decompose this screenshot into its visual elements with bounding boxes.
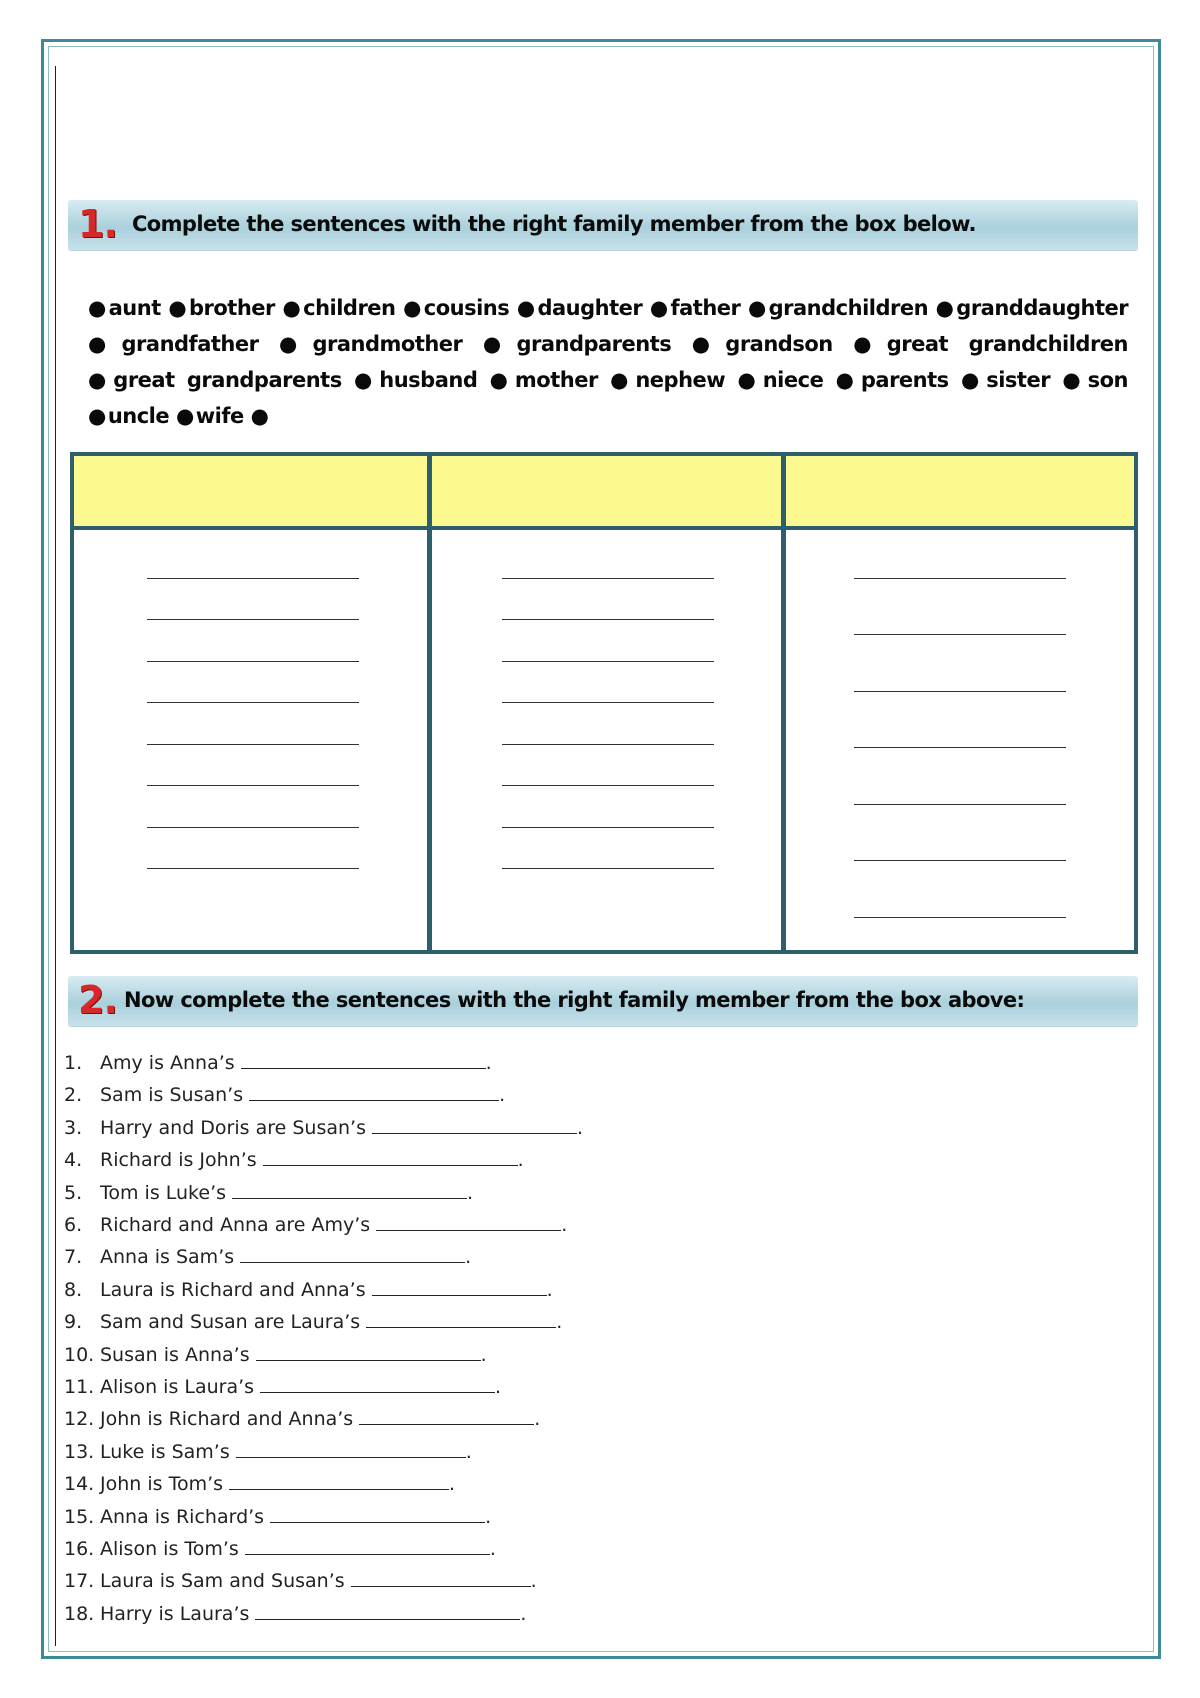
bullet-icon: ● xyxy=(1062,368,1086,392)
bullet-icon: ● xyxy=(649,296,669,320)
table-header-1 xyxy=(74,456,427,530)
bullet-icon: ● xyxy=(88,404,106,428)
sentence-item xyxy=(64,1344,487,1372)
answer-blank[interactable] xyxy=(854,860,1066,861)
answer-blank[interactable] xyxy=(502,744,714,745)
section-1-instruction: Complete the sentences with the right family member from the box below. xyxy=(132,212,976,236)
sentence-period: . xyxy=(576,1116,584,1139)
bullet-icon: ● xyxy=(278,332,311,356)
sentence-item xyxy=(64,1117,583,1145)
sentence-answer-blank[interactable] xyxy=(351,1570,531,1587)
sentence-text: Sam and Susan are Laura’s xyxy=(100,1311,361,1334)
sentence-period: . xyxy=(485,1052,492,1074)
bullet-icon: ● xyxy=(610,368,634,392)
sentence-number: 2. xyxy=(64,1084,83,1107)
bullet-icon: ● xyxy=(88,332,120,356)
sentence-item xyxy=(64,1311,562,1339)
answer-blank[interactable] xyxy=(854,691,1066,692)
bullet-icon: ● xyxy=(282,296,302,320)
sentence-text: Harry is Laura’s xyxy=(100,1602,250,1625)
answer-blank[interactable] xyxy=(854,804,1066,805)
word-bank-item: nephew xyxy=(635,368,726,392)
sentence-item xyxy=(64,1084,505,1112)
sentence-period: . xyxy=(465,1246,472,1269)
sentence-period: . xyxy=(449,1473,456,1496)
sentence-answer-blank[interactable] xyxy=(270,1506,485,1523)
sentence-period: . xyxy=(489,1538,496,1560)
bullet-icon: ● xyxy=(88,368,112,392)
answer-blank[interactable] xyxy=(147,785,359,786)
sentence-period: . xyxy=(546,1278,553,1301)
word-bank-item: children xyxy=(303,296,396,320)
answer-blank[interactable] xyxy=(147,578,359,579)
answer-blank[interactable] xyxy=(854,634,1066,635)
sentence-item xyxy=(64,1473,455,1501)
bullet-icon: ● xyxy=(175,404,194,428)
sentence-answer-blank[interactable] xyxy=(236,1441,466,1458)
sentence-item xyxy=(64,1052,492,1080)
bullet-icon: ● xyxy=(489,368,513,392)
sentence-text: Luke is Sam’s xyxy=(100,1440,230,1463)
answer-blank[interactable] xyxy=(147,827,359,828)
word-bank-item: mother xyxy=(514,368,598,392)
sentence-period: . xyxy=(530,1570,537,1593)
answer-blank[interactable] xyxy=(147,868,359,869)
sentence-text: Tom is Luke’s xyxy=(100,1181,227,1204)
sentence-text: John is Richard and Anna’s xyxy=(100,1408,354,1431)
sentence-item xyxy=(64,1570,537,1598)
sentence-text: Susan is Anna’s xyxy=(100,1343,250,1366)
word-bank-item: son xyxy=(1087,368,1128,392)
sentence-number: 11. xyxy=(64,1376,95,1398)
sentence-text: Richard is John’s xyxy=(100,1149,257,1172)
sentence-answer-blank[interactable] xyxy=(359,1408,534,1425)
sentence-answer-blank[interactable] xyxy=(372,1117,577,1134)
bullet-icon: ● xyxy=(960,368,985,392)
sentence-number: 4. xyxy=(64,1149,83,1172)
word-bank-item: grandchildren xyxy=(768,296,929,320)
sentence-text: Laura is Richard and Anna’s xyxy=(100,1278,366,1301)
answer-blank[interactable] xyxy=(147,619,359,620)
answer-blank[interactable] xyxy=(502,661,714,662)
section-2-number: 2. xyxy=(78,978,117,1022)
table-column-3 xyxy=(786,456,1134,950)
sentence-text: Harry and Doris are Susan’s xyxy=(100,1116,366,1139)
sentence-answer-blank[interactable] xyxy=(366,1311,556,1328)
sentence-answer-blank[interactable] xyxy=(376,1214,561,1231)
sentence-number: 13. xyxy=(64,1440,95,1463)
bullet-icon: ● xyxy=(168,296,187,320)
sentence-period: . xyxy=(465,1440,472,1463)
sentence-answer-blank[interactable] xyxy=(241,1052,486,1069)
answer-blank[interactable] xyxy=(502,702,714,703)
sentence-number: 5. xyxy=(64,1181,83,1204)
bullet-icon: ● xyxy=(516,296,536,320)
section-2-banner xyxy=(68,976,1138,1026)
sentence-item xyxy=(64,1279,553,1307)
column-divider xyxy=(781,452,786,954)
sentence-number: 17. xyxy=(64,1570,95,1593)
word-bank-item: niece xyxy=(762,368,824,392)
sentence-item xyxy=(64,1182,473,1210)
word-bank-item: sister xyxy=(986,368,1051,392)
sentence-text: Anna is Sam’s xyxy=(100,1246,235,1269)
word-bank-item: grandson xyxy=(725,332,833,356)
bullet-icon: ● xyxy=(737,368,761,392)
table-column-2 xyxy=(432,456,781,950)
sentence-text: Alison is Tom’s xyxy=(100,1538,239,1560)
bullet-icon: ● xyxy=(353,368,378,392)
sentence-answer-blank[interactable] xyxy=(249,1084,499,1101)
word-bank-item: cousins xyxy=(423,296,510,320)
answer-blank[interactable] xyxy=(502,785,714,786)
sentence-item xyxy=(64,1376,501,1404)
section-2-instruction: Now complete the sentences with the right family member from the box above: xyxy=(124,988,1025,1012)
sentence-text: Amy is Anna’s xyxy=(100,1052,235,1074)
bullet-icon: ● xyxy=(853,332,885,356)
sentence-period: . xyxy=(534,1408,541,1431)
answer-blank[interactable] xyxy=(502,578,714,579)
answer-blank[interactable] xyxy=(502,827,714,828)
answer-blank[interactable] xyxy=(502,619,714,620)
sentence-answer-blank[interactable] xyxy=(372,1279,547,1296)
bullet-icon: ● xyxy=(691,332,724,356)
bullet-icon: ● xyxy=(482,332,515,356)
word-bank-item: grandmother xyxy=(312,332,463,356)
sentence-number: 1. xyxy=(64,1052,83,1074)
sentence-period: . xyxy=(485,1505,492,1528)
section-1-banner xyxy=(68,200,1138,250)
sentence-answer-blank[interactable] xyxy=(255,1603,520,1620)
bullet-icon: ● xyxy=(748,296,767,320)
bullet-icon: ● xyxy=(403,296,422,320)
table-header-3 xyxy=(786,456,1134,530)
sentence-number: 6. xyxy=(64,1214,83,1236)
sentence-item xyxy=(64,1603,526,1631)
sentence-number: 12. xyxy=(64,1408,95,1431)
bullet-icon: ● xyxy=(88,296,107,320)
word-bank-item: granddaughter xyxy=(956,296,1129,320)
sentence-item xyxy=(64,1149,524,1177)
word-bank-item: aunt xyxy=(108,296,161,320)
sentence-number: 3. xyxy=(64,1116,83,1139)
column-divider xyxy=(427,452,432,954)
bullet-icon: ● xyxy=(835,368,859,392)
sentence-answer-blank[interactable] xyxy=(245,1538,490,1555)
table-header-2 xyxy=(432,456,781,530)
sentence-answer-blank[interactable] xyxy=(240,1246,465,1263)
sentence-number: 15. xyxy=(64,1505,95,1528)
answer-blank[interactable] xyxy=(147,661,359,662)
answer-blank[interactable] xyxy=(147,702,359,703)
bullet-icon: ● xyxy=(935,296,955,320)
answer-blank[interactable] xyxy=(502,868,714,869)
sentence-period: . xyxy=(499,1084,506,1107)
sentence-answer-blank[interactable] xyxy=(232,1182,467,1199)
word-bank-item: father xyxy=(670,296,741,320)
word-bank xyxy=(88,290,1128,434)
sentence-period: . xyxy=(467,1181,474,1204)
sentence-period: . xyxy=(480,1343,487,1366)
sentence-answer-blank[interactable] xyxy=(263,1149,518,1166)
sentence-item xyxy=(64,1408,540,1436)
sentence-item xyxy=(64,1246,471,1274)
sentence-text: John is Tom’s xyxy=(100,1473,224,1496)
sentence-number: 9. xyxy=(64,1311,83,1334)
word-bank-item: grandparents xyxy=(516,332,672,356)
answer-blank[interactable] xyxy=(147,744,359,745)
sentence-period: . xyxy=(556,1311,563,1334)
table-column-1 xyxy=(74,456,427,950)
word-bank-item: daughter xyxy=(537,296,643,320)
word-bank-item: parents xyxy=(860,368,949,392)
word-bank-item: wife xyxy=(195,404,244,428)
sentence-period: . xyxy=(495,1376,502,1398)
sentence-period: . xyxy=(520,1602,527,1625)
word-bank-item: great grandparents xyxy=(113,368,342,392)
sentence-answer-blank[interactable] xyxy=(256,1344,481,1361)
sentence-number: 7. xyxy=(64,1246,83,1269)
sentence-number: 8. xyxy=(64,1278,83,1301)
answer-blank[interactable] xyxy=(854,578,1066,579)
sentence-item xyxy=(64,1538,496,1566)
sentence-item xyxy=(64,1506,491,1534)
sentence-period: . xyxy=(561,1214,568,1236)
sentence-text: Laura is Sam and Susan’s xyxy=(100,1570,345,1593)
word-bank-item: great grandchildren xyxy=(886,332,1128,356)
word-bank-item: uncle xyxy=(107,404,170,428)
answer-blank[interactable] xyxy=(854,917,1066,918)
sentence-number: 10. xyxy=(64,1343,95,1366)
sentence-item xyxy=(64,1214,567,1242)
word-bank-item: brother xyxy=(188,296,275,320)
sentence-number: 14. xyxy=(64,1473,95,1496)
sentence-number: 18. xyxy=(64,1602,95,1625)
sentence-text: Richard and Anna are Amy’s xyxy=(100,1214,371,1236)
word-bank-item: husband xyxy=(379,368,478,392)
margin-line xyxy=(55,66,56,1646)
sentence-answer-blank[interactable] xyxy=(229,1473,449,1490)
sentence-period: . xyxy=(517,1149,524,1172)
bullet-icon: ● xyxy=(250,404,269,428)
sentence-answer-blank[interactable] xyxy=(260,1376,495,1393)
answer-table xyxy=(70,452,1138,954)
answer-blank[interactable] xyxy=(854,747,1066,748)
sentence-text: Sam is Susan’s xyxy=(100,1084,244,1107)
sentence-text: Anna is Richard’s xyxy=(100,1505,265,1528)
word-bank-item: grandfather xyxy=(121,332,259,356)
sentence-item xyxy=(64,1441,472,1469)
sentence-text: Alison is Laura’s xyxy=(100,1376,255,1398)
section-1-number: 1. xyxy=(78,202,117,246)
sentence-number: 16. xyxy=(64,1538,95,1560)
